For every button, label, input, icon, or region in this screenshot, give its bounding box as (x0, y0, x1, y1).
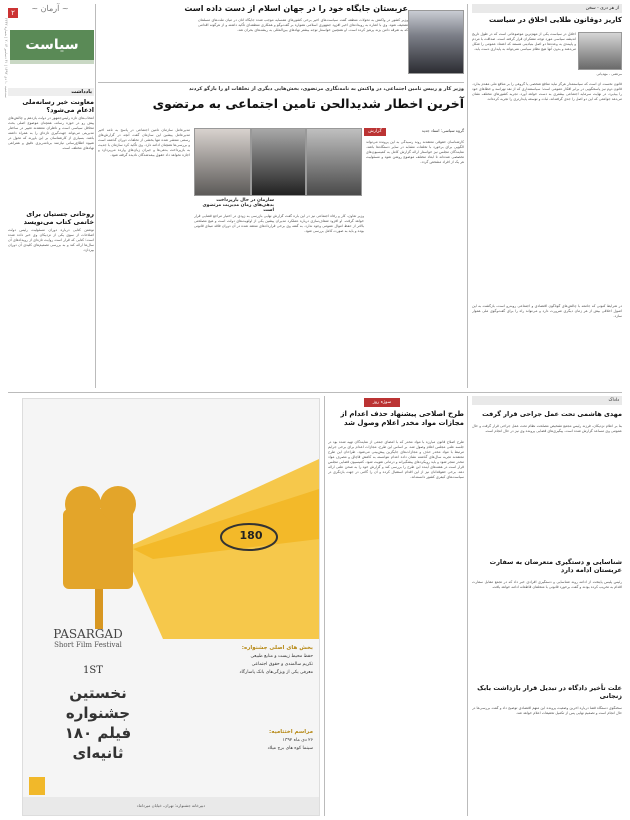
right-body-1: اخلاق در سیاست یکی از مهم‌ترین موضوعاتی است که در طول تاریخ اندیشه سیاسی مورد توجه متفکران قرار گرفته است. صداقت با مردم و پایبندی به وعده‌ها دو اصل بنیادینی هستند که اعتماد عمومی را شکل می‌دهند و بدون آنها هیچ نظام سیاسی نمی‌تواند به پایداری دست یابد. (472, 32, 576, 51)
left-body-2: نوشتن کتابی درباره دوران مسئولیت رئیس دولت اصلاحات از سوی یکی از نزدیکان وی خبر داده شده است؛ کتابی که قرار است روایت تازه‌ای از رویدادهای آن سال‌ها ارائه کند و به بررسی تصمیم‌های کلیدی آن دوران بپردازد. (8, 228, 94, 252)
ad-festival-en2: Short Film Festival (54, 641, 122, 649)
author-photo (578, 32, 622, 70)
section-title: سیاست (25, 37, 79, 53)
ad-sections (173, 645, 313, 715)
main-kicker: وزیر کار و رییس تامین اجتماعی، در واکنش به نامه‌نگاری مرتضوی، بخش‌هایی دیگری از تخلفات او را بازگو کردند (188, 86, 464, 92)
ad-first: 1ST (83, 665, 103, 676)
top-story-body: وزیر کشور در واکنش به تحولات منطقه گفت سیاست‌های اخیر برخی کشورهای همسایه موجب شده جایگاه آنان در میان ملت‌های مسلمان تضعیف شود. وی با اشاره به رویدادهای اخیر افزود جمهوری اسلامی همواره بر گفت‌وگو و همکاری منطقه‌ای تأکید داشته و از هرگونه اقدامی که به تفرقه دامن بزند پرهیز کرده است. او همچنین خواستار توجه بیشتر نهادهای بین‌المللی به ریشه‌های بحران شد. (198, 18, 408, 32)
ad-ceremony-item: سینما کوه های برج میلاد (267, 746, 313, 751)
ad-logo (29, 777, 45, 795)
ad-festival-fa: نخستین جشنواره فیلم ۱۸۰ ثانیه‌ای (64, 684, 132, 762)
main-body-1: مدیرعامل سازمان تامین اجتماعی در پاسخ به نامه اخیر مدیرعامل پیشین این سازمان گفت آنچه در گزارش‌های رسمی منتشر شده تنها بخشی از تخلفات دوران گذشته است و بررسی‌ها همچنان ادامه دارد. وی تأکید کرد سازمان با جدیت به بازپرداخت بدهی‌ها و جبران زیان‌های وارده می‌پردازد و اجازه نخواهد داد حقوق بیمه‌شدگان نادیده گرفته شود. (98, 128, 190, 157)
right-body-2: قانون نخست آن است که سیاستمدار هرگز نباید منافع شخصی یا گروهی را بر منافع ملی مقدم بدارد. قانون دوم نیز پاسخگویی در برابر افکار عمومی است؛ سیاستمداری که از نقد نهراسد و خطاهای خود را بپذیرد، در نهایت سرمایه اجتماعی بیشتری به دست خواهد آورد. تجربه کشورهای مختلف نشان می‌دهد جوامعی که این دو اصل را جدی گرفته‌اند، ثبات و توسعه پایدارتری را تجربه کرده‌اند. (472, 82, 622, 101)
section-banner-sub (10, 60, 94, 64)
ad-artwork (23, 399, 319, 639)
byline: گروه سیاسی: اسناد جدید (421, 128, 464, 133)
ad-ceremony-title: مراسم اختتامیه: (269, 729, 313, 735)
news-body-2: رئیس پلیس پایتخت از ادامه روند شناسایی و دستگیری افرادی خبر داد که در تجمع مقابل سفارت اقدام به تخریب کرده بودند و گفت برخورد قانونی با متخلفان قاطعانه ادامه خواهد یافت. (472, 580, 622, 589)
note-tag: یادداشت (8, 88, 94, 96)
divider (8, 392, 622, 393)
photo-caption: سازمان در حال بازپرداخت بدهی‌های زمان مدیریت مرتضوی است (202, 198, 274, 213)
main-body-2: وزیر تعاون، کار و رفاه اجتماعی نیز در این باره گفت گزارش نهایی بازرسی به زودی در اختیار مراجع قضایی قرار خواهد گرفت. او افزود شفاف‌سازی درباره عملکرد مدیران پیشین یکی از اولویت‌های دولت است و هیچ مصلحتی بالاتر از حفظ اموال عمومی وجود ندارد. به گفته وی برخی قراردادهای منعقد شده در آن دوران فاقد مبنای قانونی بوده و باید به صورت کامل بررسی شود. (194, 214, 364, 233)
news-headline-3: علت تأخیر دادگاه در تبدیل قرار بازداشت بابک زنجانی (477, 684, 622, 700)
center-body: طرح اصلاح قانون مبارزه با مواد مخدر که با امضای جمعی از نمایندگان تهیه شده بود در جلسه علنی مجلس اعلام وصول شد. بر اساس این طرح، مجازات اعدام برای برخی جرایم مرتبط با مواد مخدر حذف و مجازات‌های جایگزین پیش‌بینی می‌شود. طراحان این طرح معتقدند تجربه سال‌های گذشته نشان داده اعدام نتوانسته به کاهش قاچاق و مصرف مواد مخدر منجر شود و باید رویکردهای پیشگیرانه و درمانی تقویت شود. کمیسیون قضایی مجلس قرار است در هفته‌های آینده این طرح را بررسی کند و گزارش خود را به صحن علنی ارائه دهد. برخی حقوقدانان نیز از این اقدام استقبال کرده و آن را گامی در جهت بازنگری در سیاست‌های کیفری کشور دانسته‌اند. (328, 440, 464, 479)
divider (98, 82, 464, 83)
ad-sections-title: بخش های اصلی جشنواره: (241, 645, 313, 651)
right-headline: کاریز دوقانون طلایی اخلاق در سیاست (489, 16, 622, 24)
page-number-badge: ۲ (8, 8, 18, 18)
report-tag: گزارش (364, 128, 386, 136)
right-section-tag: از هر دری - سخن (472, 4, 622, 13)
main-headline: آخرین اخطار شدیدالحن تامین اجتماعی به مرتضوی (152, 96, 464, 111)
ad-ceremony (173, 729, 313, 769)
left-column (8, 88, 94, 388)
news-headline-2: شناسایی و دستگیری متعرضان به سفارت عربستان ادامه دارد (489, 558, 622, 574)
author-caption: مرتضی - مهدیانی (596, 72, 622, 76)
masthead-logo: ~ آرمان ~ (31, 4, 69, 13)
divider (467, 396, 468, 816)
right-body-3: در شرایط کنونی که جامعه با چالش‌های گوناگون اقتصادی و اجتماعی روبه‌رو است، بازگشت به این اصول اخلاقی بیش از هر زمان دیگری ضرورت دارد و می‌تواند راه را برای گفت‌وگوی ملی هموار سازد. (472, 304, 622, 318)
photo-person-3 (194, 128, 251, 196)
news-body-3: سخنگوی دستگاه قضا درباره آخرین وضعیت پرونده این متهم اقتصادی توضیح داد و گفت بررسی‌ها در حال انجام است و تصمیم نهایی پس از تکمیل تحقیقات اعلام خواهد شد. (472, 706, 622, 715)
divider (324, 396, 325, 816)
ad-number: 180 (239, 529, 263, 542)
main-body-3: کارشناسان حقوقی معتقدند روند رسیدگی به این پرونده می‌تواند الگویی برای برخورد با تخلفات مشابه در سایر دستگاه‌ها باشد. نمایندگان مجلس نیز خواستار ارائه گزارش کامل به کمیسیون‌های تخصصی شده‌اند تا ابعاد مختلف موضوع روشن شود و مسئولیت هر یک از افراد مشخص گردد. (366, 140, 464, 164)
ad-item: حفظ محیط زیست و منابع طبیعی (250, 654, 313, 659)
ad-ceremony-item: ۲۶ دی ماه ۱۳۹۲ (282, 738, 313, 743)
news-body-1: بنا بر اعلام نزدیکان، فرزند رئیس مجمع تشخیص مصلحت نظام تحت عمل جراحی قرار گرفت و حال عمومی وی مساعد گزارش شده است. پیگیری‌های قضایی پرونده وی نیز در حال انجام است. (472, 424, 622, 433)
news-tag: داداک (472, 396, 622, 405)
top-story-headline: عربستان جایگاه خود را در جهان اسلام از دست داده است (184, 4, 408, 13)
left-headline-1: معاونت خبر رسانه‌ملی اذعام می‌شود؟ (22, 98, 94, 114)
news-headline-1: مهدی هاشمی تحت عمل جراحی قرار گرفت (482, 410, 622, 418)
section-banner (10, 30, 94, 60)
divider (95, 4, 96, 388)
ad-footer-bar (23, 797, 319, 815)
left-headline-2: روحانی جستیان برای خاتمی کتاب می‌نویسد (23, 210, 94, 226)
photo-person-1 (306, 128, 362, 196)
ad-item: معرفی یکی از ویژگی‌های بانک پاسارگاد (239, 670, 313, 675)
ad-footer: دبیرخانه جشنواره: تهران، خیابان میرداماد (136, 803, 206, 808)
ad-poster (22, 398, 320, 816)
left-body-1: انتخاب‌های تازه رئیس‌جمهور در دولت یازدهم و چالش‌های پیش رو در حوزه رسانه، همچنان موضوع اصلی بحث محافل سیاسی است و ناظران معتقدند تغییر در ساختار مدیریتی می‌تواند جهت‌گیری تازه‌ای را به همراه داشته باشد. بسیاری از کارشناسان بر این باورند که تحول در شیوه اطلاع‌رسانی نیازمند برنامه‌ریزی دقیق و همراهی نهادهای مختلف است. (8, 116, 94, 150)
top-story (98, 4, 408, 80)
divider (467, 4, 468, 388)
issue-line: سه‌شنبه ۱۰ دی ۱۳۹۲ | ۳۱ دسامبر ۲۰۱۳ | شماره ۲۲۳۲ (4, 18, 8, 98)
ad-festival-en: PASARGAD (53, 627, 123, 641)
center-headline: طرح اصلاحی پیشنهاد حذف اعدام از مجازات مواد مخدر اعلام وصول شد (340, 410, 464, 427)
center-tag: سوژه روز (364, 398, 400, 407)
top-story-photo (408, 10, 464, 74)
ad-item: تکریم سالمندی و حقوق اجتماعی (251, 662, 313, 667)
photo-person-2 (251, 128, 306, 196)
